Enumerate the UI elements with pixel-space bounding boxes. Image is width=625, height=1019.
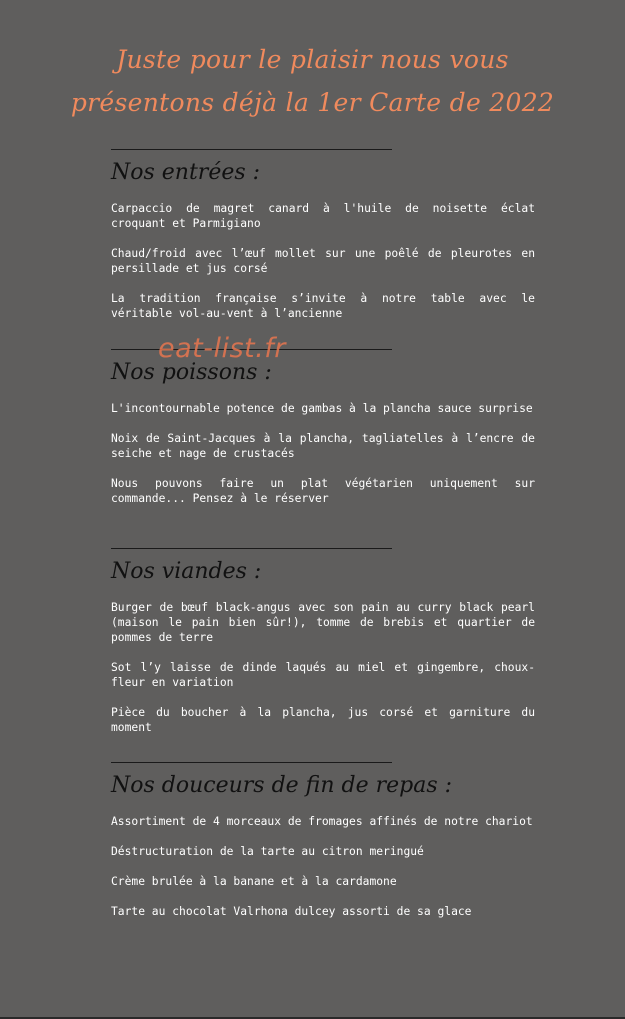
menu-title-line-2: présentons déjà la 1er Carte de 2022: [70, 88, 555, 117]
dish-item: Nous pouvons faire un plat végétarien uniquement sur commande... Pensez à le réserver: [111, 477, 535, 505]
menu-title-line-1: Juste pour le plaisir nous vous: [116, 45, 509, 74]
dish-item: L'incontournable potence de gambas à la plancha sauce surprise: [111, 402, 533, 415]
dish-item: Carpaccio de magret canard à l'huile de noisette éclat croquant et Parmigiano: [111, 202, 535, 230]
dish-item: Pièce du boucher à la plancha, jus corsé et garniture du moment: [111, 706, 535, 734]
section-heading-desserts: Nos douceurs de fin de repas :: [111, 773, 453, 798]
dish-list-desserts: [111, 814, 535, 919]
section-poissons: [111, 349, 535, 506]
section-entrees: [111, 149, 535, 321]
dish-list-poissons: [111, 401, 535, 506]
section-divider: [111, 149, 392, 150]
section-heading-viandes: Nos viandes :: [111, 559, 262, 584]
menu-title: [0, 38, 625, 124]
dish-item: Burger de bœuf black-angus avec son pain au curry black pearl (maison le pain bien sûr!), tomme de brebis et quartier de pommes de terre: [111, 601, 535, 644]
dish-list-entrees: [111, 201, 535, 321]
section-viandes: [111, 548, 535, 735]
section-divider: [111, 762, 392, 763]
dish-item: Sot l’y laisse de dinde laqués au miel et gingembre, choux-fleur en variation: [111, 661, 535, 689]
dish-item: La tradition française s’invite à notre table avec le véritable vol-au-vent à l’ancienne: [111, 292, 535, 320]
dish-item: Tarte au chocolat Valrhona dulcey assorti de sa glace: [111, 905, 472, 918]
watermark: eat-list.fr: [158, 333, 286, 364]
dish-item: Assortiment de 4 morceaux de fromages affinés de notre chariot: [111, 815, 533, 828]
section-heading-poissons: Nos poissons :: [111, 360, 272, 385]
dish-item: Déstructuration de la tarte au citron meringué: [111, 845, 424, 858]
section-desserts: [111, 762, 535, 919]
dish-item: Chaud/froid avec l’œuf mollet sur une poêlé de pleurotes en persillade et jus corsé: [111, 247, 535, 275]
dish-list-viandes: [111, 600, 535, 735]
dish-item: Crème brulée à la banane et à la cardamone: [111, 875, 397, 888]
section-heading-entrees: Nos entrées :: [111, 160, 261, 185]
section-divider: [111, 548, 392, 549]
dish-item: Noix de Saint-Jacques à la plancha, tagliatelles à l’encre de seiche et nage de crustacés: [111, 432, 535, 460]
